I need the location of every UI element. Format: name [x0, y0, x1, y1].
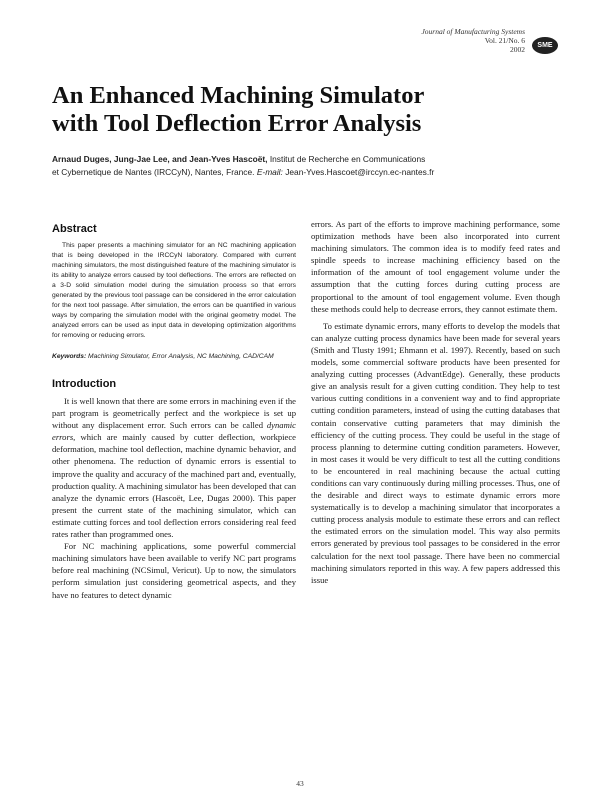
abstract-heading: Abstract	[52, 223, 97, 235]
intro-paragraph-2: For NC machining applications, some powerful commercial machining simulators have been available to verify NC part programs before real machining (NCSimul, Vericut). Up to now, the simulators perform simulation just considering geometrical aspects, and they have no features to detect dynamic	[52, 541, 296, 600]
affiliation-part-b: et Cybernetique de Nantes (IRCCyN), Nantes, France.	[52, 167, 255, 177]
author-email: Jean-Yves.Hascoet@irccyn.ec-nantes.fr	[282, 167, 435, 177]
keywords-list: Machining Simulator, Error Analysis, NC Machining, CAD/CAM	[86, 353, 274, 360]
author-block	[52, 153, 562, 179]
title-line-1: An Enhanced Machining Simulator	[52, 82, 425, 109]
journal-year: 2002	[510, 45, 525, 54]
abstract-text: This paper presents a machining simulator for an NC machining application that is being developed in the IRCCyN laboratory. Compared with current machining simulators, the most distinguished feature of the machining simulator is its ability to analyze errors caused by tool deflections. The errors are reflected on a 3-D solid simulation model during the simulation process so that errors generated by the previous tool passage can be considered in the error calculation for the next tool passage. After simulation, the errors can be quantified in various ways by comparing the simulation model with the original geometry model. The analyzed errors can be used as input data in developing optimization algorithms for removing or reducing errors.	[52, 242, 296, 339]
journal-volume: Vol. 21/No. 6	[484, 36, 525, 45]
affiliation-part-a: Institut de Recherche en Communications	[267, 154, 426, 164]
intro-paragraph-3: errors. As part of the efforts to improve machining performance, some optimization methods have been also incorporated into current machining simulators. The common idea is to modify feed rates and spindle speeds to increase machining efficiency based on the information of the amount of tool engagement volume under the assumption that the cutting forces during cutting process are proportional to the amount of tool engagement volume. Even though these methods could help to decrease errors, they cannot estimate them.	[311, 219, 560, 314]
keywords-label: Keywords:	[52, 353, 87, 360]
journal-name: Journal of Manufacturing Systems	[421, 27, 525, 36]
keywords-line	[52, 352, 296, 362]
intro-p1-emphasis: dynamic errors	[52, 420, 296, 443]
right-column	[311, 218, 560, 586]
journal-header	[365, 27, 525, 54]
left-column	[52, 222, 296, 601]
paper-title	[52, 82, 552, 138]
title-line-2: with Tool Deflection Error Analysis	[52, 110, 422, 137]
sme-logo	[532, 37, 558, 54]
introduction-heading: Introduction	[52, 378, 117, 390]
page-number: 43	[296, 779, 304, 788]
author-names: Arnaud Duges, Jung-Jae Lee, and Jean-Yves Hascoët,	[52, 154, 268, 164]
intro-paragraph-4: To estimate dynamic errors, many efforts to develop the models that can analyze cutting process dynamics have been made for several years (Smith and Tlusty 1991; Ehmann et al. 1997). Recently, based on such models, some commercial software products have been presented for analyzing cutting processes (AdvantEdge). Generally, these products give an analysis result for a given cutting condition. They help to test various cutting conditions in a convenient way and to find appropriate cutting condition parameters, instead of using the cutting databases that contain conservative cutting parameters that may diminish the efficiency of the cutting process. They could be useful in the stage of process planning to determine cutting condition parameters. However, in most cases it would be very difficult to test all the cutting conditions to be encountered in real machining because the actual cutting conditions can vary continuously during milling processes. Thus, one of the desirable and direct ways to estimate dynamic errors more systematically is to develop a machining simulator that incorporates a cutting process analysis module to estimate these errors and can reflect the estimated errors on the simulation model. This way also permits errors generated by previous tool passages to be considered in the error calculation for the next tool passage. There have been no commercial machining simulators reported in this way. A few papers addressed this issue	[311, 320, 560, 585]
email-label: E-mail:	[256, 167, 283, 177]
intro-p1-part-a: It is well known that there are some errors in machining even if the part program is geometrically perfect and the workpiece is set up without any displacement error. Such errors can be called	[52, 396, 296, 431]
intro-p1-part-b: , which are mainly caused by cutter deflection, workpiece deformation, machine tool deflection, machine dynamic behavior, and other phenomena. The reduction of dynamic errors is essential to improve the quality and accuracy of the machined part and, eventually, production quality. A machining simulator has been developed that can analyze the dynamic errors (Hascoët, Lee, Dugas 2000). This paper present the current state of the machining simulator, which can estimate cutting forces and tool deflection errors considering real feed rates rather than programmed ones.	[52, 432, 296, 540]
sme-logo-text: SME	[537, 42, 553, 49]
intro-paragraph-1	[52, 395, 296, 540]
